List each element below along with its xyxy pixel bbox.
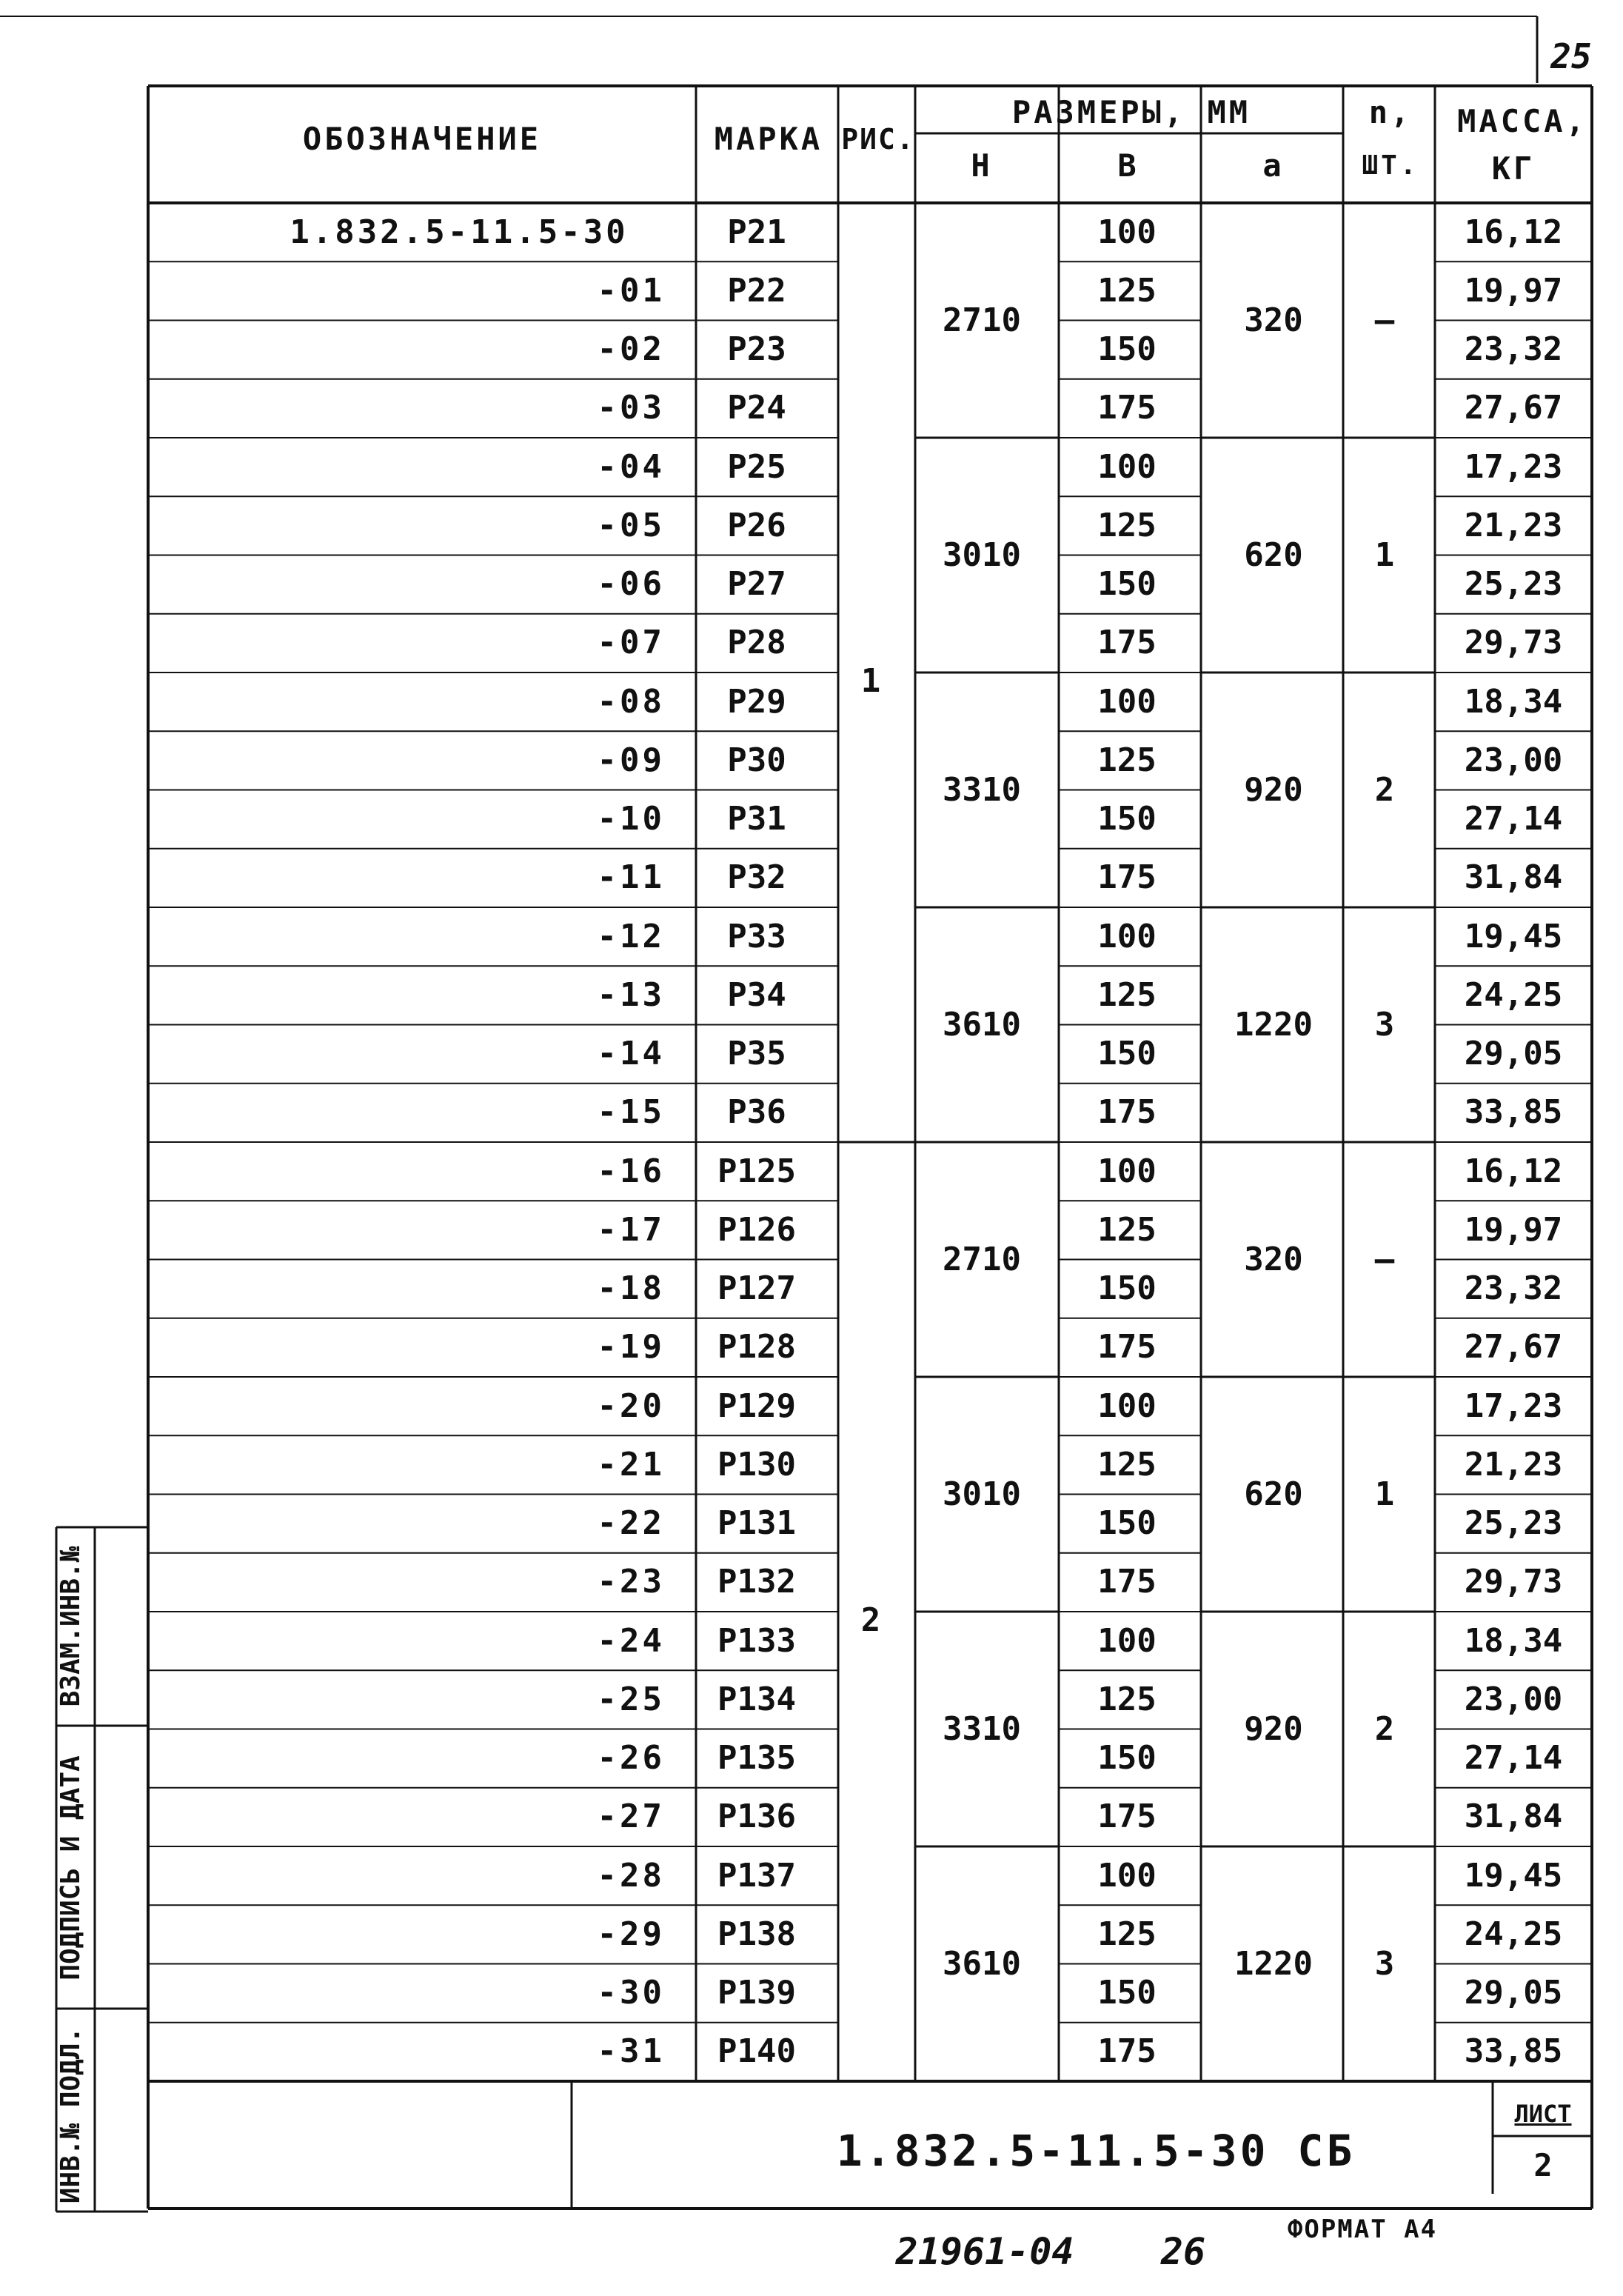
row-B: 125 <box>1097 741 1157 779</box>
row-mark: Р138 <box>717 1915 796 1953</box>
row-designation: -27 <box>597 1798 665 1836</box>
row-B: 150 <box>1097 565 1157 604</box>
row-B: 100 <box>1097 1621 1157 1660</box>
row-mark: Р128 <box>717 1328 796 1366</box>
group-H: 2710 <box>943 1240 1021 1278</box>
row-mark: Р139 <box>717 1974 796 2012</box>
row-mass: 23,00 <box>1464 741 1563 779</box>
group-H: 3310 <box>943 770 1021 809</box>
row-designation: -19 <box>597 1328 665 1366</box>
row-B: 125 <box>1097 1210 1157 1249</box>
row-mark: Р24 <box>727 389 786 427</box>
row-mass: 24,25 <box>1464 1915 1563 1953</box>
row-mass: 33,85 <box>1464 2032 1563 2071</box>
group-n: 2 <box>1374 770 1395 809</box>
row-B: 100 <box>1097 1856 1157 1895</box>
row-mark: Р126 <box>717 1210 796 1249</box>
header-mark: МАРКА <box>714 121 823 157</box>
row-designation: -22 <box>597 1504 665 1543</box>
row-designation: -13 <box>597 975 665 1014</box>
row-designation: -12 <box>597 917 665 955</box>
row-mass: 33,85 <box>1464 1093 1563 1132</box>
row-mark: Р36 <box>727 1093 786 1132</box>
bottom-left-number: 21961-04 <box>895 2230 1074 2273</box>
row-B: 125 <box>1097 506 1157 544</box>
row-mass: 19,45 <box>1464 1856 1563 1895</box>
group-H: 3610 <box>943 1944 1021 1983</box>
row-mass: 23,00 <box>1464 1680 1563 1718</box>
row-mark: Р23 <box>727 330 786 369</box>
row-mass: 25,23 <box>1464 1504 1563 1543</box>
header-H: Н <box>971 147 993 184</box>
row-designation: -17 <box>597 1210 665 1249</box>
header-a: а <box>1262 147 1285 184</box>
row-mass: 21,23 <box>1464 506 1563 544</box>
row-mark: Р134 <box>717 1680 796 1718</box>
header-n-unit: ШТ. <box>1362 150 1419 181</box>
header-designation: ОБОЗНАЧЕНИЕ <box>302 121 542 157</box>
row-mark: Р22 <box>727 271 786 310</box>
row-designation: -03 <box>597 389 665 427</box>
row-designation: -02 <box>597 330 665 369</box>
group-H: 3610 <box>943 1005 1021 1044</box>
row-mark: Р31 <box>727 800 786 838</box>
group-n: 3 <box>1374 1944 1395 1983</box>
row-mark: Р33 <box>727 917 786 955</box>
row-designation: -29 <box>597 1915 665 1953</box>
row-mass: 25,23 <box>1464 565 1563 604</box>
row-B: 125 <box>1097 1915 1157 1953</box>
row-designation: -30 <box>597 1974 665 2012</box>
row-B: 150 <box>1097 1269 1157 1308</box>
row-designation: -15 <box>597 1093 665 1132</box>
group-a: 620 <box>1244 535 1303 574</box>
group-H: 3010 <box>943 535 1021 574</box>
row-mark: Р137 <box>717 1856 796 1895</box>
row-mark: Р30 <box>727 741 786 779</box>
header-n: n, <box>1368 94 1413 130</box>
sheet-number-top: 25 <box>1550 36 1592 76</box>
row-mark: Р21 <box>727 213 786 251</box>
row-mass: 29,73 <box>1464 624 1563 662</box>
row-mark: Р32 <box>727 858 786 897</box>
row-designation: -14 <box>597 1035 665 1073</box>
row-mark: Р129 <box>717 1386 796 1425</box>
row-mark: Р125 <box>717 1152 796 1190</box>
row-designation: -24 <box>597 1621 665 1660</box>
group-a: 320 <box>1244 1240 1303 1278</box>
row-B: 175 <box>1097 389 1157 427</box>
row-B: 150 <box>1097 1504 1157 1543</box>
group-n: — <box>1374 301 1395 339</box>
group-a: 620 <box>1244 1475 1303 1513</box>
row-B: 100 <box>1097 447 1157 486</box>
figure-number-2: 2 <box>860 1601 881 1639</box>
header-mass: МАССА, <box>1457 103 1587 139</box>
row-mark: Р35 <box>727 1035 786 1073</box>
row-designation: -25 <box>597 1680 665 1718</box>
row-B: 175 <box>1097 858 1157 897</box>
row-mass: 19,97 <box>1464 1210 1563 1249</box>
group-H: 3310 <box>943 1709 1021 1748</box>
row-mass: 24,25 <box>1464 975 1563 1014</box>
group-H: 3010 <box>943 1475 1021 1513</box>
row-B: 175 <box>1097 2032 1157 2071</box>
row-mass: 29,73 <box>1464 1563 1563 1601</box>
row-mark: Р28 <box>727 624 786 662</box>
format-label: ФОРМАТ А4 <box>1287 2215 1438 2244</box>
row-B: 100 <box>1097 1152 1157 1190</box>
row-designation: 1.832.5-11.5-30 <box>290 213 629 251</box>
row-mass: 27,14 <box>1464 800 1563 838</box>
row-mark: Р25 <box>727 447 786 486</box>
sidebar-inv-podl: ИНВ.№ ПОДЛ. <box>56 2026 86 2204</box>
row-mark: Р27 <box>727 565 786 604</box>
row-B: 150 <box>1097 800 1157 838</box>
row-B: 100 <box>1097 682 1157 721</box>
group-a: 1220 <box>1234 1944 1313 1983</box>
row-B: 100 <box>1097 917 1157 955</box>
row-designation: -07 <box>597 624 665 662</box>
row-B: 150 <box>1097 1739 1157 1778</box>
row-mark: Р130 <box>717 1445 796 1484</box>
row-mass: 27,67 <box>1464 1328 1563 1366</box>
row-designation: -04 <box>597 447 665 486</box>
row-mass: 18,34 <box>1464 682 1563 721</box>
row-B: 150 <box>1097 1035 1157 1073</box>
row-designation: -18 <box>597 1269 665 1308</box>
row-designation: -08 <box>597 682 665 721</box>
group-a: 320 <box>1244 301 1303 339</box>
row-B: 175 <box>1097 1798 1157 1836</box>
header-sizes: РАЗМЕРЫ, ММ <box>1011 94 1251 130</box>
row-B: 175 <box>1097 1093 1157 1132</box>
row-mark: Р34 <box>727 975 786 1014</box>
row-B: 150 <box>1097 1974 1157 2012</box>
row-B: 175 <box>1097 1563 1157 1601</box>
footer-list-number: 2 <box>1533 2147 1553 2183</box>
row-designation: -09 <box>597 741 665 779</box>
row-mark: Р136 <box>717 1798 796 1836</box>
row-designation: -16 <box>597 1152 665 1190</box>
footer-list-label: ЛИСТ <box>1514 2100 1572 2128</box>
row-mark: Р133 <box>717 1621 796 1660</box>
row-B: 175 <box>1097 1328 1157 1366</box>
row-mark: Р127 <box>717 1269 796 1308</box>
row-B: 125 <box>1097 1445 1157 1484</box>
header-B: В <box>1117 147 1140 184</box>
row-mass: 31,84 <box>1464 858 1563 897</box>
row-B: 100 <box>1097 1386 1157 1425</box>
row-B: 150 <box>1097 330 1157 369</box>
sidebar-vzam-inv: ВЗАМ.ИНВ.№ <box>56 1546 86 1707</box>
row-mass: 16,12 <box>1464 1152 1563 1190</box>
bottom-mid-number: 26 <box>1160 2230 1206 2273</box>
row-B: 175 <box>1097 624 1157 662</box>
row-mass: 29,05 <box>1464 1974 1563 2012</box>
header-fig: РИС. <box>841 123 915 156</box>
row-mass: 17,23 <box>1464 447 1563 486</box>
group-n: 2 <box>1374 1709 1395 1748</box>
row-mark: Р131 <box>717 1504 796 1543</box>
row-mass: 23,32 <box>1464 1269 1563 1308</box>
group-n: 3 <box>1374 1005 1395 1044</box>
row-mark: Р140 <box>717 2032 796 2071</box>
row-mass: 29,05 <box>1464 1035 1563 1073</box>
row-designation: -06 <box>597 565 665 604</box>
row-designation: -10 <box>597 800 665 838</box>
group-a: 1220 <box>1234 1005 1313 1044</box>
row-mark: Р26 <box>727 506 786 544</box>
row-designation: -26 <box>597 1739 665 1778</box>
row-B: 125 <box>1097 271 1157 310</box>
row-mark: Р29 <box>727 682 786 721</box>
group-n: — <box>1374 1240 1395 1278</box>
row-designation: -28 <box>597 1856 665 1895</box>
group-a: 920 <box>1244 1709 1303 1748</box>
group-n: 1 <box>1374 535 1395 574</box>
row-mass: 27,67 <box>1464 389 1563 427</box>
header-mass-unit: КГ <box>1491 150 1536 187</box>
row-B: 100 <box>1097 213 1157 251</box>
figure-number-1: 1 <box>860 662 881 700</box>
row-B: 125 <box>1097 975 1157 1014</box>
row-mass: 17,23 <box>1464 1386 1563 1425</box>
row-designation: -31 <box>597 2032 665 2071</box>
row-mark: Р135 <box>717 1739 796 1778</box>
sidebar-podpis-data: ПОДПИСЬ И ДАТА <box>56 1755 86 1980</box>
group-H: 2710 <box>943 301 1021 339</box>
row-mark: Р132 <box>717 1563 796 1601</box>
row-B: 125 <box>1097 1680 1157 1718</box>
row-mass: 18,34 <box>1464 1621 1563 1660</box>
footer-doc-code: 1.832.5-11.5-30 СБ <box>836 2126 1356 2176</box>
row-designation: -23 <box>597 1563 665 1601</box>
row-mass: 16,12 <box>1464 213 1563 251</box>
row-designation: -21 <box>597 1445 665 1484</box>
row-designation: -05 <box>597 506 665 544</box>
group-a: 920 <box>1244 770 1303 809</box>
row-mass: 27,14 <box>1464 1739 1563 1778</box>
group-n: 1 <box>1374 1475 1395 1513</box>
row-mass: 23,32 <box>1464 330 1563 369</box>
row-mass: 19,97 <box>1464 271 1563 310</box>
row-mass: 19,45 <box>1464 917 1563 955</box>
row-designation: -20 <box>597 1386 665 1425</box>
row-mass: 21,23 <box>1464 1445 1563 1484</box>
row-designation: -01 <box>597 271 665 310</box>
row-mass: 31,84 <box>1464 1798 1563 1836</box>
row-designation: -11 <box>597 858 665 897</box>
